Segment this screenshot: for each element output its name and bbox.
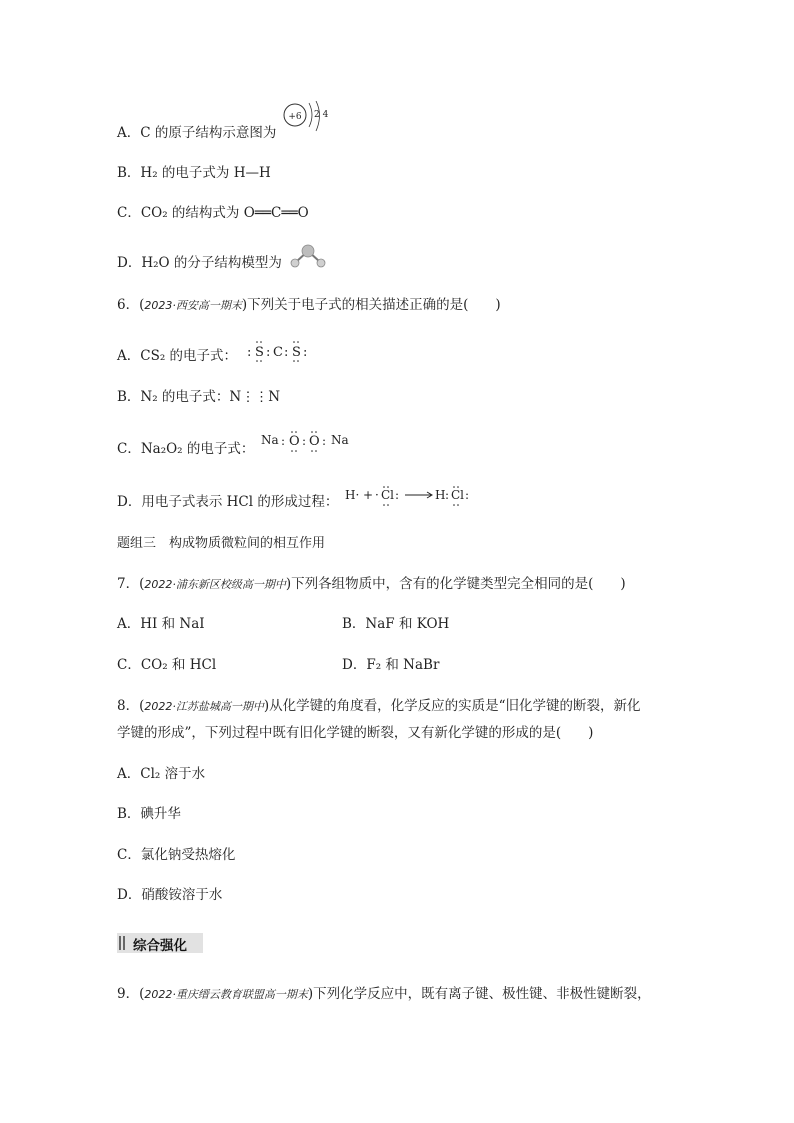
q7-option-a: A．HI 和 NaI — [117, 616, 205, 632]
q8-stem-continued: 学键的形成”，下列过程中既有旧化学键的断裂，又有新化学键的形成的是( ) — [117, 725, 594, 741]
svg-text:+: + — [362, 487, 373, 502]
q6-option-d: D．用电子式表示 HCl 的形成过程： H· + · Cl : H : Cl : — [117, 493, 479, 511]
q8-option-d: D．硝酸铵溶于水 — [117, 887, 223, 903]
svg-text::: : — [394, 487, 399, 502]
svg-text:S: S — [292, 344, 302, 360]
group-heading: 题组三 构成物质微粒间的相互作用 — [117, 536, 326, 551]
section-stripe — [123, 936, 125, 950]
q6-stem: 6．(2023·西安高一期末)下列关于电子式的相关描述正确的是( ) — [117, 297, 501, 313]
svg-text:Cl: Cl — [450, 487, 464, 502]
svg-text::: : — [301, 433, 306, 448]
q6-option-a: A．CS₂ 的电子式： : S : C : S : — [117, 347, 315, 365]
section-heading-bar — [117, 933, 203, 953]
svg-text::: : — [444, 487, 449, 502]
q8-option-b: B．碘升华 — [117, 806, 181, 822]
q8-option-a: A．Cl₂ 溶于水 — [117, 766, 206, 782]
q6-option-b: B．N₂ 的电子式：N⋮⋮N — [117, 389, 281, 405]
svg-text:S: S — [255, 344, 265, 360]
q7-option-b: B．NaF 和 KOH — [342, 616, 450, 632]
svg-text:O: O — [308, 433, 320, 449]
shell-electrons: 2 4 — [313, 109, 328, 120]
water-molecule-model — [288, 244, 328, 270]
svg-text:·: · — [374, 487, 379, 502]
q5-option-b: B．H₂ 的电子式为 H—H — [117, 165, 271, 181]
svg-text::: : — [284, 344, 289, 360]
q7-option-d: D．F₂ 和 NaBr — [342, 657, 440, 673]
q5-option-c: C．CO₂ 的结构式为 O══C══O — [117, 205, 309, 221]
svg-text:O: O — [288, 433, 300, 449]
svg-text:Na: Na — [330, 432, 349, 447]
nucleus-charge: +6 — [288, 111, 302, 122]
q8-stem: 8．(2022·江苏盐城高一期中)从化学键的角度看，化学反应的实质是“旧化学键的断裂，新化 — [117, 698, 641, 714]
q5-option-d: D．H₂O 的分子结构模型为 — [117, 254, 328, 272]
q6-option-c: C．Na₂O₂ 的电子式： Na : O : O : Na — [117, 440, 357, 458]
svg-text:H·: H· — [344, 487, 359, 502]
hcl-formation-electron-formula — [345, 484, 479, 510]
q7-stem: 7．(2022·浦东新区校级高一期中)下列各组物质中，含有的化学键类型完全相同的是( ) — [117, 576, 626, 592]
svg-text::: : — [321, 433, 326, 448]
svg-text::: : — [247, 344, 252, 360]
section-stripe — [119, 936, 121, 950]
svg-text::: : — [303, 344, 308, 360]
svg-text::: : — [280, 433, 285, 448]
cs2-electron-formula — [243, 339, 315, 365]
svg-text:H: H — [434, 487, 446, 502]
svg-text::: : — [464, 487, 469, 502]
section-heading: 综合强化 — [133, 938, 187, 954]
svg-text::: : — [266, 344, 271, 360]
svg-text:Na: Na — [260, 432, 279, 447]
q5-option-a: A．C 的原子结构示意图为 +6 2 4 — [117, 124, 335, 142]
svg-text:Cl: Cl — [380, 487, 394, 502]
q7-option-c: C．CO₂ 和 HCl — [117, 657, 217, 673]
carbon-atom-structure-diagram — [283, 101, 335, 141]
q8-option-c: C．氯化钠受热熔化 — [117, 847, 236, 863]
svg-text:C: C — [273, 344, 284, 360]
na2o2-electron-formula — [261, 430, 357, 456]
q9-stem: 9．(2022·重庆缙云教育联盟高一期末)下列化学反应中，既有离子键、极性键、非极性键断裂， — [117, 986, 651, 1002]
